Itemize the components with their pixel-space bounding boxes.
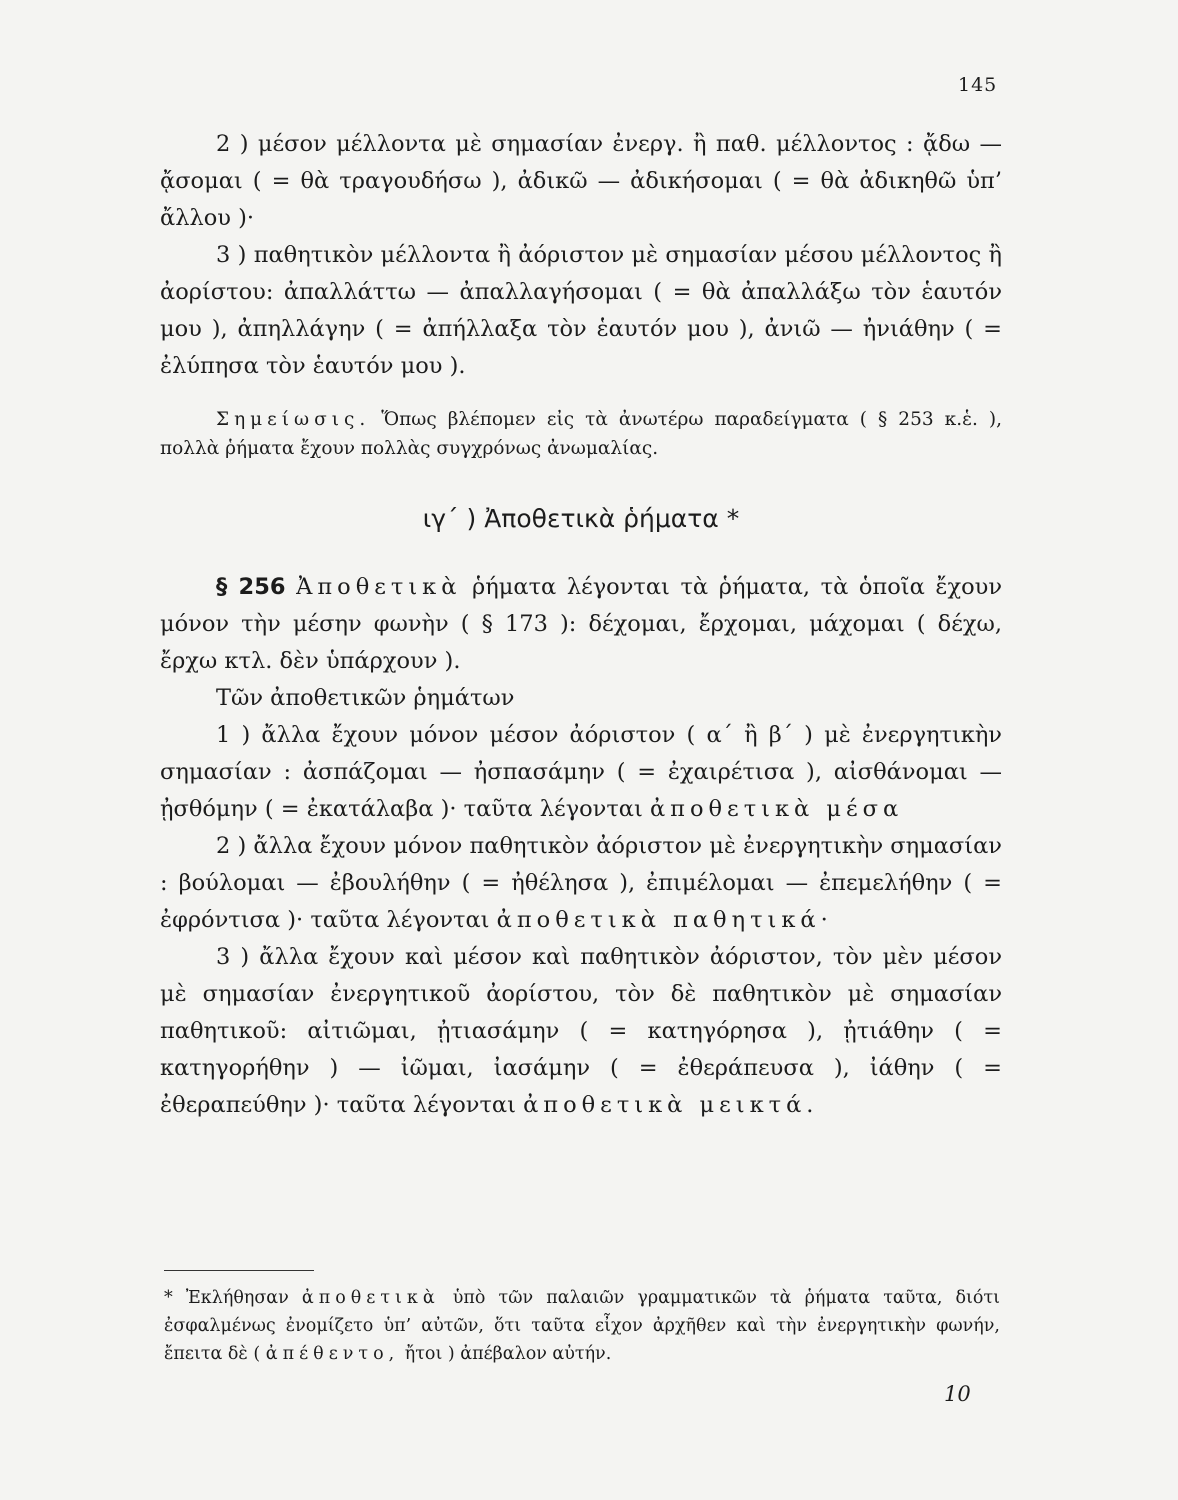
intro-line: Τῶν ἀποθετικῶν ῥημάτων bbox=[216, 685, 515, 711]
footnote-lead: Ἐκλήθησαν bbox=[185, 1288, 289, 1308]
footnote-term-2: ἀπέθεντο, bbox=[265, 1344, 400, 1364]
paragraph-2: 2 ) μέσον μέλλοντα μὲ σημασίαν ἐνεργ. ἢ παθ. μέλλοντος : ᾄδω — ᾄσομαι ( = θὰ τραγουδήσω ), ἀδικῶ — ἀδικήσομαι ( = θὰ ἀδικηθῶ ὑπ’ ἄλλου )· bbox=[160, 131, 1002, 231]
list-item-3-term: ἀποθετικὰ μεικτά. bbox=[523, 1092, 819, 1118]
list-item-1-term: ἀποθετικὰ μέσα bbox=[649, 796, 904, 822]
page-body bbox=[160, 126, 1002, 1124]
list-item-3-text: 3 ) ἄλλα ἔχουν καὶ μέσον καὶ παθητικὸν ἀόριστον, τὸν μὲν μέσον μὲ σημασίαν ἐνεργητικοῦ ἀορίστου, τὸν δὲ παθητικὸν μὲ σημασίαν παθητικοῦ: αἰτιῶμαι, ᾐτιασάμην ( = κατηγόρησα ), ᾐτιάθην ( = κατηγορήθην ) — ἰῶμαι, ἰασάμην ( = ἐθεράπευσα ), ἰάθην ( = ἐθεραπεύθην )· ταῦτα λέγονται bbox=[160, 944, 1002, 1118]
section-number: § 256 bbox=[216, 574, 286, 600]
list-item-2-term: ἀποθετικὰ παθητικά· bbox=[496, 907, 833, 933]
note-label: Σημείωσις. bbox=[216, 409, 371, 430]
list-item-1-text: 1 ) ἄλλα ἔχουν μόνον μέσον ἀόριστον ( α΄ ἢ β΄ ) μὲ ἐνεργητικὴν σημασίαν : ἀσπάζομαι — ἠσπασάμην ( = ἐχαιρέτισα ), αἰσθάνομαι —ᾐσθόμην ( = ἐκατάλαβα )· ταῦτα λέγονται bbox=[160, 722, 1002, 822]
section-heading: ιγ΄ ) Ἀποθετικὰ ῥήματα * bbox=[422, 504, 740, 533]
note-paragraph bbox=[160, 405, 1002, 463]
section-term: Ἀποθετικὰ bbox=[296, 574, 462, 600]
section-256-paragraph bbox=[160, 569, 1002, 680]
list-item-1 bbox=[160, 717, 1002, 828]
footnote-term-1: ἀποθετικὰ bbox=[301, 1288, 440, 1308]
footnote-text-2: ἤτοι ) ἀπέβαλον αὐτήν. bbox=[404, 1344, 612, 1364]
footnote-text-1: ὑπὸ τῶν παλαιῶν γραμματικῶν τὰ ῥήματα ταῦτα, διότι ἐσφαλμένως ἐνομίζετο ὑπ’ αὐτῶν, ὅτι ταῦτα εἶχον ἀρχῆθεν καὶ τὴν ἐνεργητικὴν φωνήν, ἔπειτα δὲ ( bbox=[164, 1288, 1000, 1364]
page-number: 145 bbox=[958, 74, 998, 96]
section-text: ῥήματα λέγονται τὰ ῥήματα, τὰ ὁποῖα ἔχουν μόνον τὴν μέσην φωνὴν ( § 173 ): δέχομαι, ἔρχομαι, μάχομαι ( δέχω, ἔρχω κτλ. δὲν ὑπάρχουν ). bbox=[160, 574, 1002, 674]
note-text: Ὅπως βλέπομεν εἰς τὰ ἀνωτέρω παραδείγματα ( § 253 κ.ἑ. ), πολλὰ ῥήματα ἔχουν πολλὰς συγχρόνως ἀνωμαλίας. bbox=[160, 409, 1002, 459]
footnote-divider bbox=[164, 1270, 314, 1271]
footnote bbox=[164, 1284, 1000, 1368]
signature-mark: 10 bbox=[944, 1382, 971, 1406]
list-item-2-text: 2 ) ἄλλα ἔχουν μόνον παθητικὸν ἀόριστον μὲ ἐνεργητικὴν σημασίαν : βούλομαι — ἐβουλήθην ( = ἠθέλησα ), ἐπιμέλομαι — ἐπεμελήθην ( = ἐφρόντισα )· ταῦτα λέγονται bbox=[160, 833, 1002, 933]
footnote-marker: * bbox=[164, 1288, 173, 1308]
list-item-2 bbox=[160, 828, 1002, 939]
paragraph-3: 3 ) παθητικὸν μέλλοντα ἢ ἀόριστον μὲ σημασίαν μέσου μέλλοντος ἢ ἀορίστου: ἀπαλλάττω — ἀπαλλαγήσομαι ( = θὰ ἀπαλλάξω τὸν ἑαυτόν μου ), ἀπηλλάγην ( = ἀπήλλαξα τὸν ἑαυτόν μου ), ἀνιῶ — ἠνιάθην ( = ἐλύπησα τὸν ἑαυτόν μου ). bbox=[160, 242, 1002, 379]
list-item-3 bbox=[160, 939, 1002, 1124]
